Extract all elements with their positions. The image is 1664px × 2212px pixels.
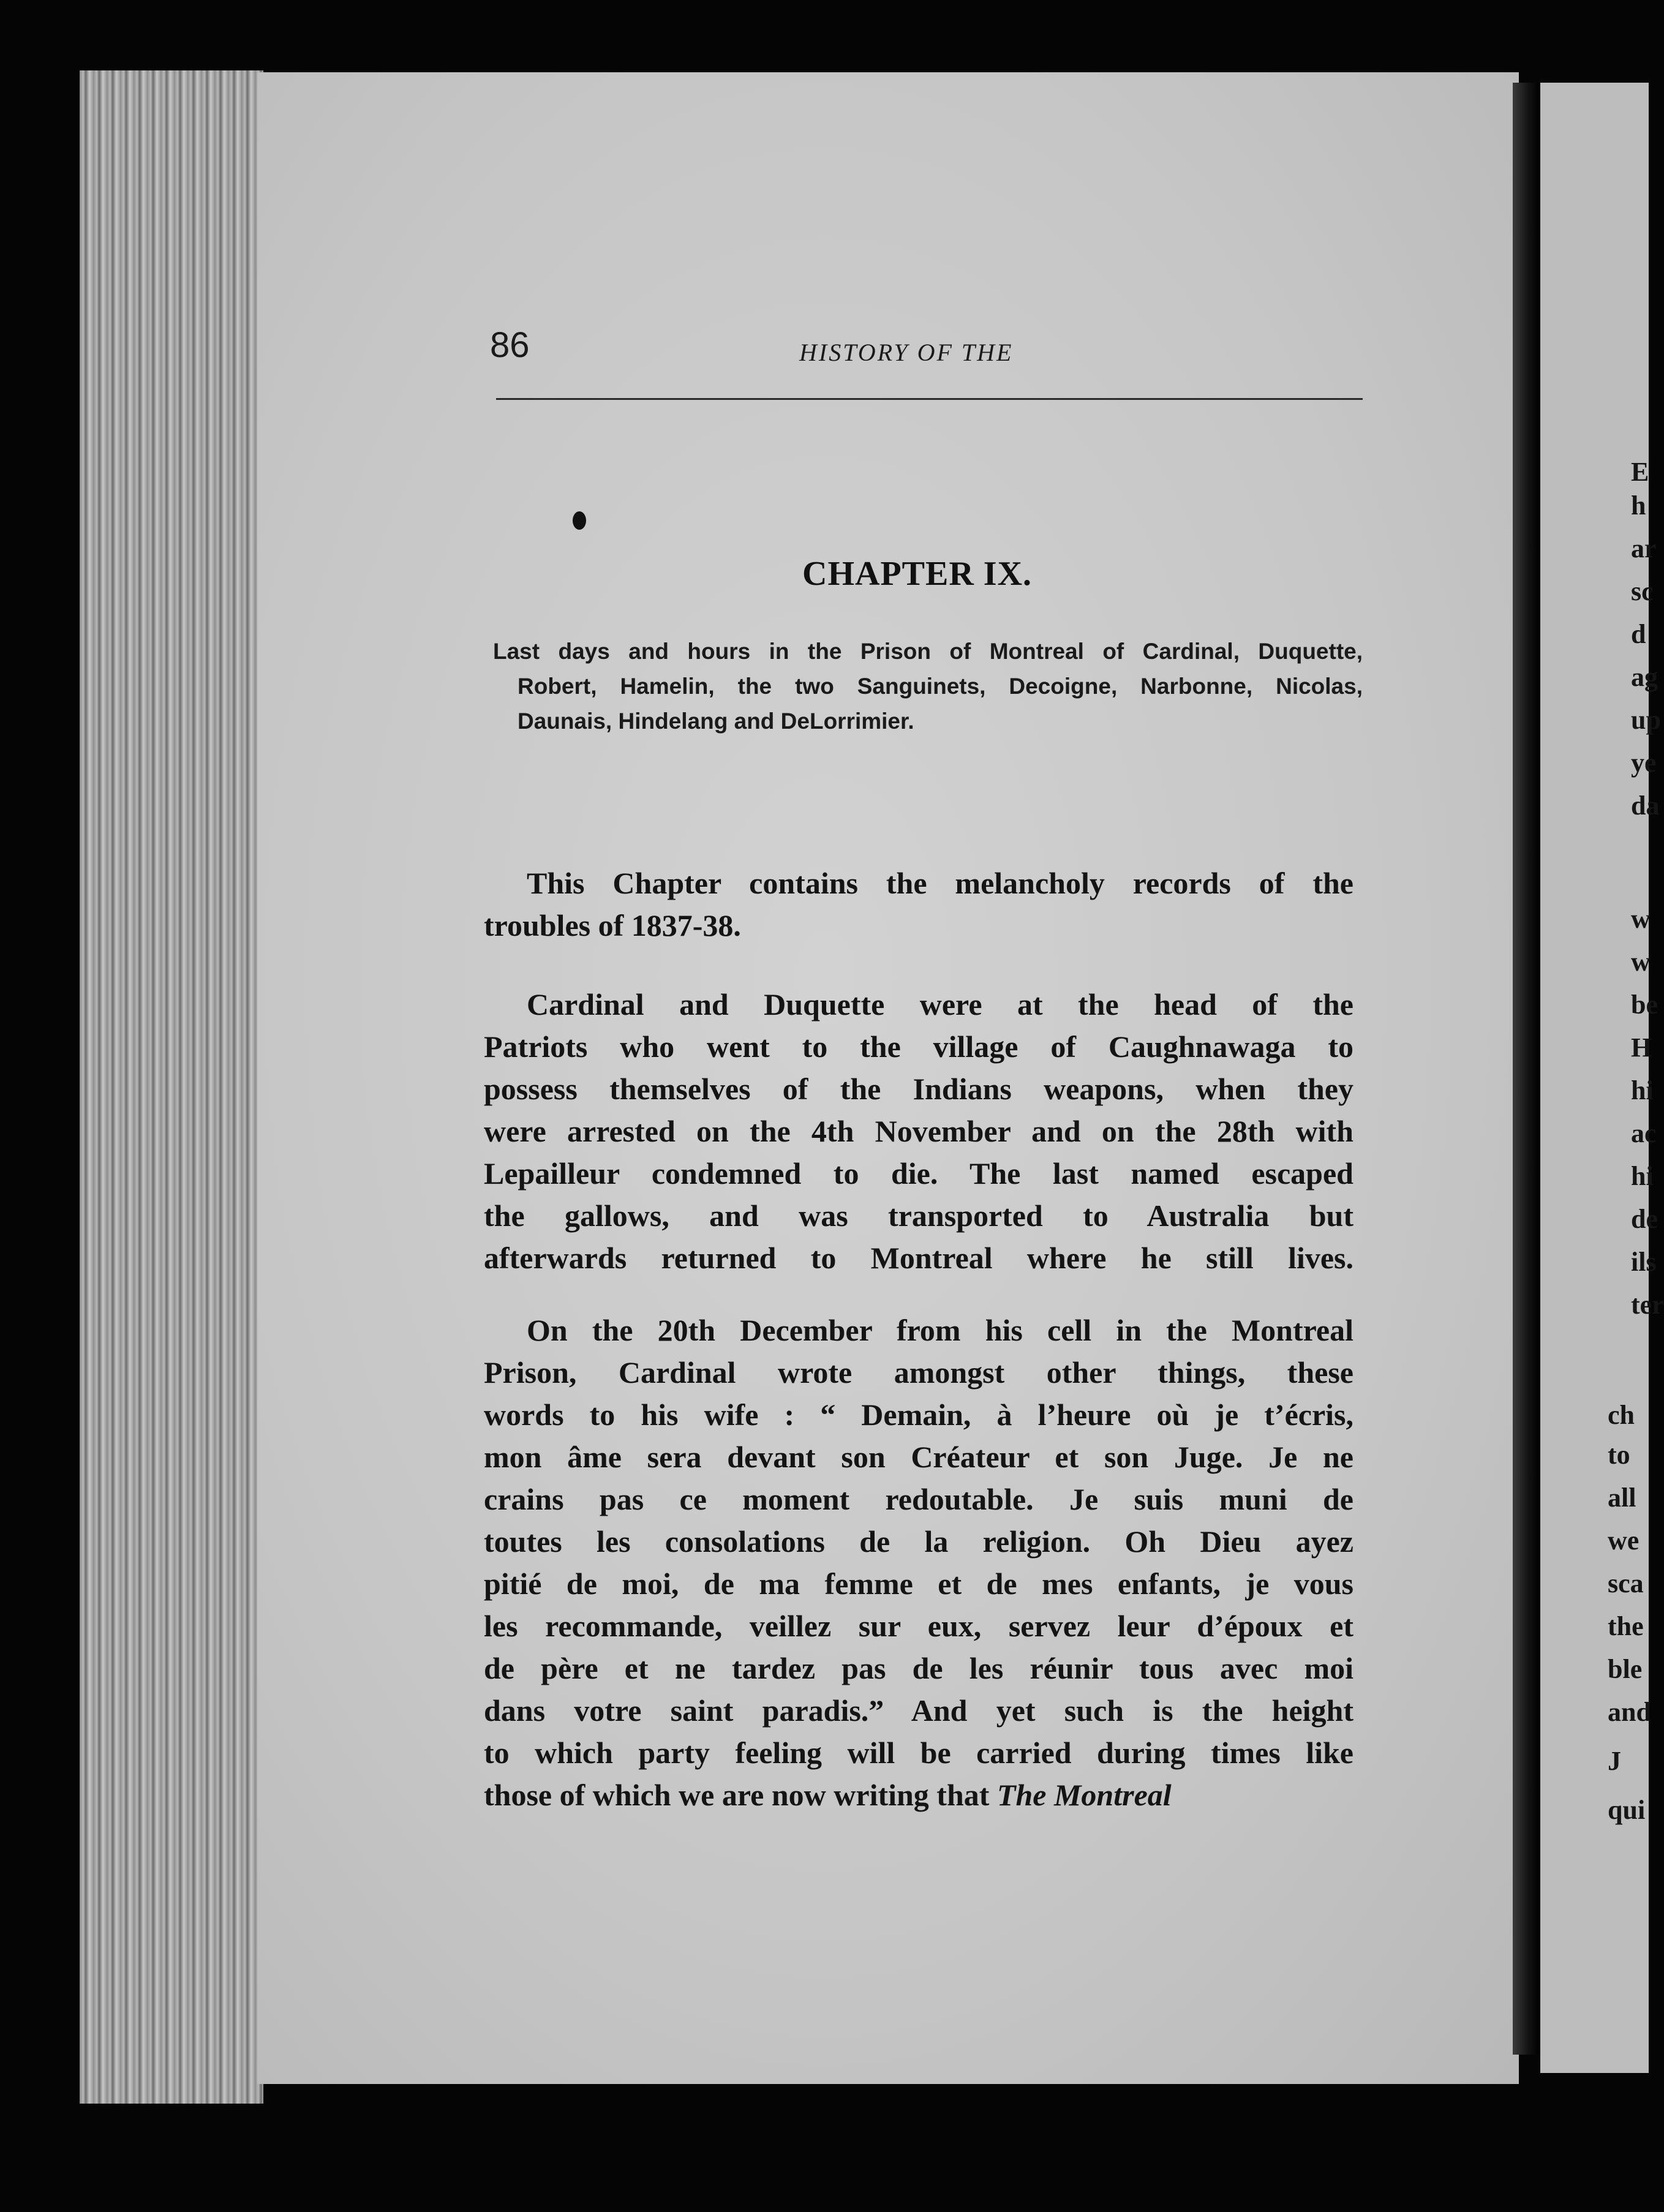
paragraph-1 xyxy=(484,862,1353,947)
paragraph-2 xyxy=(484,984,1353,1279)
text-line: On the 20th December from his cell in the Montreal xyxy=(527,1313,1353,1347)
text-line: mon âme sera devant son Créateur et son Juge. Je ne xyxy=(484,1440,1353,1474)
text-line: Cardinal and Duquette were at the head of the xyxy=(527,987,1353,1021)
text-line: de père et ne tardez pas de les réunir tous avec moi xyxy=(484,1651,1353,1685)
facing-page-fragment-text: ac xyxy=(1631,1118,1657,1148)
facing-page-fragment-text: ar xyxy=(1631,533,1657,563)
facing-page-fragment-text: ye xyxy=(1631,748,1657,778)
text-line: afterwards returned to Montreal where he still lives. xyxy=(484,1241,1353,1275)
book-gutter xyxy=(1513,83,1540,2055)
text-line: This Chapter contains the melancholy records of the xyxy=(527,866,1353,900)
facing-page-fragment-text: ch xyxy=(1608,1400,1635,1430)
facing-page-fragment-text: to xyxy=(1608,1440,1630,1470)
text-line: to which party feeling will be carried during times like xyxy=(484,1736,1353,1770)
paragraph-3 xyxy=(484,1309,1353,1816)
running-head: HISTORY OF THE xyxy=(799,339,1014,366)
facing-page-fragment-text: ble xyxy=(1608,1654,1643,1684)
facing-page-fragment-text: the xyxy=(1608,1611,1644,1641)
facing-page-fragment-text: da xyxy=(1631,791,1660,821)
text-line: Patriots who went to the village of Caughnawaga to xyxy=(484,1029,1353,1064)
italic-title: The Montreal xyxy=(996,1778,1172,1812)
summary-line: Robert, Hamelin, the two Sanguinets, Decoigne, Narbonne, Nicolas, xyxy=(518,674,1363,699)
summary-line: Daunais, Hindelang and DeLorrimier. xyxy=(518,709,914,734)
text-line xyxy=(484,1774,1353,1816)
facing-page-fragment-text: up xyxy=(1631,705,1661,735)
facing-page-fragment-text: we xyxy=(1608,1525,1640,1556)
page-stack-edges xyxy=(80,70,263,2104)
text-line-start: those of which we are now writing that xyxy=(484,1778,990,1812)
header-rule xyxy=(496,398,1363,400)
text-line: toutes les consolations de la religion. Oh Dieu ayez xyxy=(484,1524,1353,1559)
facing-page-fragment-text: J xyxy=(1608,1746,1621,1776)
ink-speck xyxy=(573,511,586,530)
facing-page-fragment-text: all xyxy=(1608,1483,1636,1513)
facing-page-fragment-text: d xyxy=(1631,619,1646,649)
text-line: troubles of 1837-38. xyxy=(484,908,741,942)
text-line: Lepailleur condemned to die. The last named escaped xyxy=(484,1156,1353,1191)
facing-page-fragment-text: ter xyxy=(1631,1290,1664,1320)
facing-page-fragment-text: h xyxy=(1631,491,1646,521)
facing-page-fragment-text: w xyxy=(1631,947,1651,977)
facing-page-fragment-text: ag xyxy=(1631,662,1658,692)
chapter-title: CHAPTER IX. xyxy=(802,555,1033,593)
facing-page-fragment-text: H xyxy=(1631,1033,1652,1063)
summary-line: Last days and hours in the Prison of Montreal of Cardinal, Duquette, xyxy=(493,639,1363,664)
page-number: 86 xyxy=(490,325,530,365)
facing-page-fragment-text: ils xyxy=(1631,1247,1657,1277)
facing-page-fragment-text: de xyxy=(1631,1204,1658,1234)
text-line: pitié de moi, de ma femme et de mes enfants, je vous xyxy=(484,1567,1353,1601)
text-line: dans votre saint paradis.” And yet such is the height xyxy=(484,1693,1353,1728)
facing-page-fragment-text: w xyxy=(1631,904,1651,934)
facing-page-fragment-text: E xyxy=(1631,457,1649,487)
text-line: were arrested on the 4th November and on the 28th with xyxy=(484,1114,1353,1148)
text-line: les recommande, veillez sur eux, servez leur d’époux et xyxy=(484,1609,1353,1643)
facing-page-fragment-text: sc xyxy=(1631,576,1654,606)
facing-page-fragment xyxy=(1540,83,1664,2073)
facing-page-fragment-text: and xyxy=(1608,1697,1651,1727)
text-line: Prison, Cardinal wrote amongst other things, these xyxy=(484,1355,1353,1390)
text-line: the gallows, and was transported to Australia but xyxy=(484,1198,1353,1233)
text-line: crains pas ce moment redoutable. Je suis muni de xyxy=(484,1482,1353,1516)
facing-page-fragment-text: be xyxy=(1631,990,1658,1020)
facing-page-fragment-text: qui xyxy=(1608,1795,1646,1825)
facing-page-fragment-text: hi xyxy=(1631,1075,1654,1105)
chapter-summary xyxy=(493,634,1363,739)
text-line: words to his wife : “ Demain, à l’heure où je t’écris, xyxy=(484,1398,1353,1432)
facing-page-fragment-text: hi xyxy=(1631,1161,1654,1191)
text-line: possess themselves of the Indians weapons, when they xyxy=(484,1072,1353,1106)
facing-page-fragment-text: sca xyxy=(1608,1568,1644,1598)
